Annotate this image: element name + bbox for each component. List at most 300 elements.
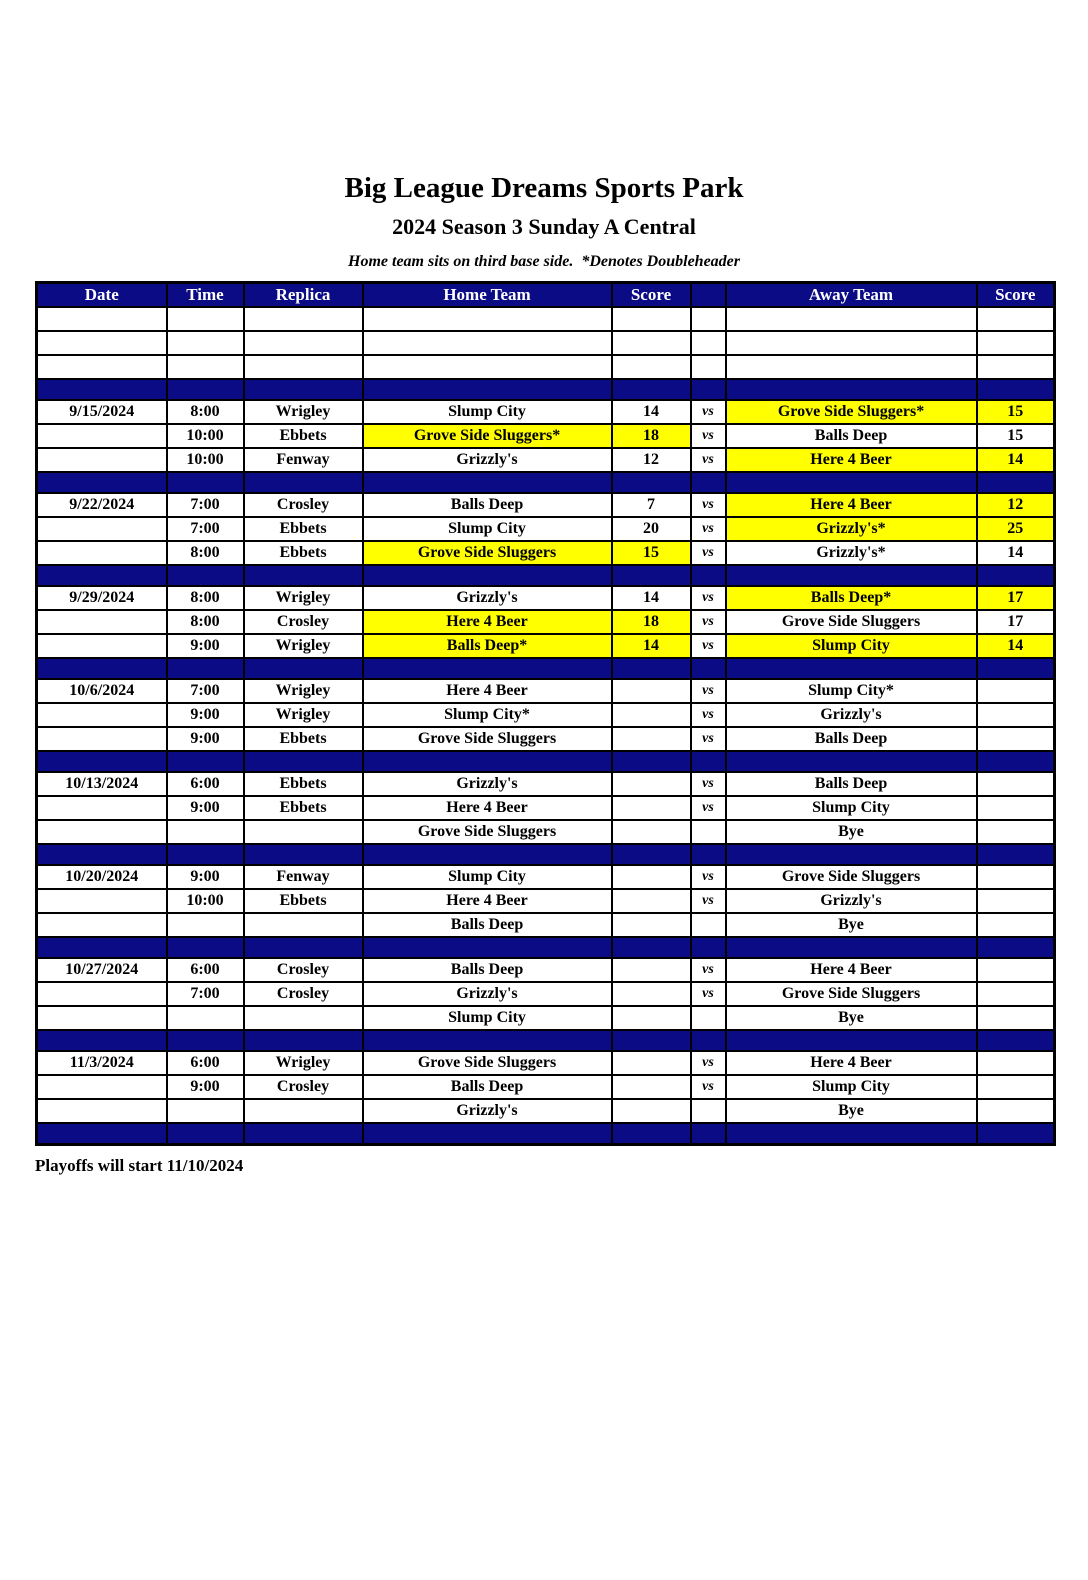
away-score-cell: [977, 1099, 1055, 1123]
replica-cell: Wrigley: [244, 400, 363, 424]
away-score-cell: [977, 703, 1055, 727]
separator-cell: [167, 565, 244, 586]
separator-cell: [726, 1030, 977, 1051]
game-row: [37, 400, 1055, 424]
away-score-cell: [977, 889, 1055, 913]
away-score-cell: [977, 679, 1055, 703]
empty-cell: [726, 331, 977, 355]
date-cell: 9/22/2024: [37, 493, 167, 517]
schedule-body: [37, 307, 1055, 1145]
time-cell: [167, 913, 244, 937]
separator-cell: [363, 472, 612, 493]
home-team-cell: Grove Side Sluggers: [363, 727, 612, 751]
away-team-cell: Slump City: [726, 634, 977, 658]
separator-cell: [167, 844, 244, 865]
empty-cell: [726, 355, 977, 379]
schedule-note: Home team sits on third base side. *Denotes Doubleheader: [348, 252, 740, 270]
home-team-cell: Grove Side Sluggers: [363, 541, 612, 565]
away-team-cell: Balls Deep: [726, 772, 977, 796]
vs-cell: [691, 820, 726, 844]
home-team-cell: Grove Side Sluggers*: [363, 424, 612, 448]
replica-cell: Crosley: [244, 493, 363, 517]
vs-cell: vs: [691, 1051, 726, 1075]
time-cell: 7:00: [167, 517, 244, 541]
separator-cell: [612, 844, 691, 865]
schedule-table: [35, 281, 1056, 1146]
game-row: [37, 727, 1055, 751]
away-team-cell: Bye: [726, 913, 977, 937]
game-row: [37, 772, 1055, 796]
empty-cell: [363, 331, 612, 355]
separator-cell: [691, 472, 726, 493]
date-cell: [37, 796, 167, 820]
home-score-cell: 14: [612, 400, 691, 424]
empty-cell: [363, 355, 612, 379]
separator-row: [37, 1030, 1055, 1051]
separator-cell: [37, 937, 167, 958]
replica-cell: Crosley: [244, 982, 363, 1006]
separator-cell: [37, 379, 167, 400]
separator-cell: [363, 751, 612, 772]
date-cell: [37, 517, 167, 541]
away-team-cell: Balls Deep*: [726, 586, 977, 610]
empty-cell: [167, 355, 244, 379]
date-cell: [37, 889, 167, 913]
separator-cell: [691, 751, 726, 772]
home-team-cell: Here 4 Beer: [363, 679, 612, 703]
home-score-cell: 12: [612, 448, 691, 472]
away-score-cell: 14: [977, 448, 1055, 472]
separator-cell: [363, 565, 612, 586]
home-score-cell: [612, 703, 691, 727]
game-row: [37, 820, 1055, 844]
home-score-cell: [612, 1051, 691, 1075]
time-cell: 7:00: [167, 679, 244, 703]
vs-cell: vs: [691, 448, 726, 472]
vs-cell: vs: [691, 610, 726, 634]
col-date: Date: [37, 283, 167, 308]
separator-cell: [726, 937, 977, 958]
away-team-cell: Slump City: [726, 1075, 977, 1099]
away-score-cell: 15: [977, 400, 1055, 424]
separator-row: [37, 472, 1055, 493]
home-score-cell: [612, 982, 691, 1006]
date-cell: [37, 424, 167, 448]
empty-cell: [977, 307, 1055, 331]
separator-cell: [244, 379, 363, 400]
home-score-cell: 20: [612, 517, 691, 541]
time-cell: [167, 820, 244, 844]
separator-cell: [244, 1123, 363, 1145]
playoffs-footnote: Playoffs will start 11/10/2024: [35, 1156, 244, 1176]
replica-cell: Fenway: [244, 448, 363, 472]
away-score-cell: [977, 958, 1055, 982]
replica-cell: Wrigley: [244, 634, 363, 658]
vs-cell: vs: [691, 865, 726, 889]
replica-cell: Wrigley: [244, 1051, 363, 1075]
empty-cell: [37, 331, 167, 355]
empty-row: [37, 331, 1055, 355]
away-score-cell: 14: [977, 541, 1055, 565]
vs-cell: vs: [691, 517, 726, 541]
game-row: [37, 1051, 1055, 1075]
col-away-score: Score: [977, 283, 1055, 308]
separator-cell: [244, 844, 363, 865]
vs-cell: vs: [691, 586, 726, 610]
separator-cell: [612, 751, 691, 772]
replica-cell: Fenway: [244, 865, 363, 889]
home-team-cell: Balls Deep: [363, 913, 612, 937]
away-score-cell: [977, 865, 1055, 889]
home-team-cell: Balls Deep*: [363, 634, 612, 658]
vs-cell: vs: [691, 493, 726, 517]
separator-cell: [37, 565, 167, 586]
separator-cell: [37, 1030, 167, 1051]
empty-row: [37, 355, 1055, 379]
away-team-cell: Grizzly's: [726, 703, 977, 727]
game-row: [37, 1075, 1055, 1099]
date-cell: 10/13/2024: [37, 772, 167, 796]
vs-cell: vs: [691, 634, 726, 658]
home-score-cell: [612, 865, 691, 889]
date-cell: 11/3/2024: [37, 1051, 167, 1075]
time-cell: [167, 1006, 244, 1030]
separator-cell: [37, 844, 167, 865]
replica-cell: Crosley: [244, 958, 363, 982]
separator-cell: [167, 751, 244, 772]
game-row: [37, 424, 1055, 448]
separator-row: [37, 1123, 1055, 1145]
separator-cell: [977, 1123, 1055, 1145]
col-vs: [691, 283, 726, 308]
empty-cell: [37, 355, 167, 379]
game-row: [37, 796, 1055, 820]
home-score-cell: [612, 889, 691, 913]
separator-cell: [244, 1030, 363, 1051]
home-score-cell: [612, 679, 691, 703]
separator-cell: [977, 751, 1055, 772]
separator-cell: [363, 1123, 612, 1145]
header-row: [37, 283, 1055, 308]
away-team-cell: Grizzly's*: [726, 541, 977, 565]
time-cell: 7:00: [167, 982, 244, 1006]
separator-cell: [363, 1030, 612, 1051]
separator-cell: [167, 937, 244, 958]
separator-cell: [691, 1030, 726, 1051]
separator-cell: [167, 1030, 244, 1051]
empty-cell: [691, 307, 726, 331]
away-score-cell: 14: [977, 634, 1055, 658]
date-cell: [37, 610, 167, 634]
away-score-cell: [977, 982, 1055, 1006]
separator-row: [37, 379, 1055, 400]
empty-cell: [977, 331, 1055, 355]
separator-cell: [691, 565, 726, 586]
vs-cell: vs: [691, 796, 726, 820]
away-score-cell: 17: [977, 586, 1055, 610]
page-title: Big League Dreams Sports Park: [344, 172, 744, 204]
away-score-cell: [977, 796, 1055, 820]
separator-cell: [37, 751, 167, 772]
home-score-cell: [612, 772, 691, 796]
replica-cell: Crosley: [244, 1075, 363, 1099]
empty-cell: [37, 307, 167, 331]
replica-cell: Wrigley: [244, 679, 363, 703]
separator-cell: [244, 565, 363, 586]
time-cell: 10:00: [167, 424, 244, 448]
vs-cell: vs: [691, 679, 726, 703]
away-score-cell: 12: [977, 493, 1055, 517]
separator-cell: [37, 658, 167, 679]
vs-cell: vs: [691, 982, 726, 1006]
separator-cell: [977, 565, 1055, 586]
separator-cell: [726, 658, 977, 679]
game-row: [37, 1099, 1055, 1123]
home-team-cell: Slump City: [363, 517, 612, 541]
home-team-cell: Slump City: [363, 1006, 612, 1030]
away-team-cell: Here 4 Beer: [726, 958, 977, 982]
vs-cell: vs: [691, 703, 726, 727]
time-cell: 8:00: [167, 610, 244, 634]
home-team-cell: Slump City*: [363, 703, 612, 727]
empty-cell: [363, 307, 612, 331]
separator-cell: [691, 844, 726, 865]
date-cell: [37, 1075, 167, 1099]
away-team-cell: Here 4 Beer: [726, 1051, 977, 1075]
time-cell: 9:00: [167, 865, 244, 889]
separator-cell: [691, 937, 726, 958]
home-team-cell: Slump City: [363, 400, 612, 424]
time-cell: 10:00: [167, 889, 244, 913]
date-cell: [37, 448, 167, 472]
time-cell: [167, 1099, 244, 1123]
home-score-cell: [612, 820, 691, 844]
away-team-cell: Balls Deep: [726, 727, 977, 751]
replica-cell: Ebbets: [244, 889, 363, 913]
separator-cell: [363, 844, 612, 865]
away-score-cell: [977, 913, 1055, 937]
replica-cell: Ebbets: [244, 772, 363, 796]
away-team-cell: Balls Deep: [726, 424, 977, 448]
date-cell: 9/15/2024: [37, 400, 167, 424]
away-team-cell: Slump City*: [726, 679, 977, 703]
home-score-cell: 14: [612, 586, 691, 610]
date-cell: [37, 982, 167, 1006]
game-row: [37, 448, 1055, 472]
time-cell: 8:00: [167, 586, 244, 610]
date-cell: 10/27/2024: [37, 958, 167, 982]
game-row: [37, 517, 1055, 541]
home-score-cell: [612, 1006, 691, 1030]
vs-cell: vs: [691, 400, 726, 424]
separator-cell: [691, 658, 726, 679]
separator-cell: [977, 937, 1055, 958]
separator-row: [37, 565, 1055, 586]
date-cell: [37, 703, 167, 727]
replica-cell: Ebbets: [244, 541, 363, 565]
vs-cell: vs: [691, 1075, 726, 1099]
home-team-cell: Grizzly's: [363, 448, 612, 472]
vs-cell: vs: [691, 424, 726, 448]
date-cell: [37, 1006, 167, 1030]
separator-cell: [244, 751, 363, 772]
separator-cell: [167, 379, 244, 400]
time-cell: 6:00: [167, 958, 244, 982]
time-cell: 8:00: [167, 400, 244, 424]
separator-cell: [612, 565, 691, 586]
separator-cell: [977, 1030, 1055, 1051]
time-cell: 9:00: [167, 703, 244, 727]
game-row: [37, 1006, 1055, 1030]
home-score-cell: [612, 1099, 691, 1123]
separator-cell: [167, 1123, 244, 1145]
time-cell: 8:00: [167, 541, 244, 565]
date-cell: 10/6/2024: [37, 679, 167, 703]
vs-cell: vs: [691, 958, 726, 982]
game-row: [37, 982, 1055, 1006]
separator-cell: [363, 658, 612, 679]
away-team-cell: Grove Side Sluggers: [726, 865, 977, 889]
time-cell: 6:00: [167, 1051, 244, 1075]
home-score-cell: 18: [612, 610, 691, 634]
home-score-cell: [612, 958, 691, 982]
col-home-team: Home Team: [363, 283, 612, 308]
game-row: [37, 610, 1055, 634]
date-cell: [37, 820, 167, 844]
separator-cell: [244, 937, 363, 958]
home-score-cell: [612, 796, 691, 820]
separator-cell: [977, 472, 1055, 493]
home-team-cell: Here 4 Beer: [363, 889, 612, 913]
separator-cell: [612, 658, 691, 679]
replica-cell: [244, 820, 363, 844]
home-team-cell: Grove Side Sluggers: [363, 1051, 612, 1075]
separator-cell: [244, 472, 363, 493]
away-team-cell: Grove Side Sluggers: [726, 610, 977, 634]
away-score-cell: [977, 1075, 1055, 1099]
game-row: [37, 865, 1055, 889]
separator-cell: [612, 1030, 691, 1051]
away-score-cell: [977, 727, 1055, 751]
away-team-cell: Grove Side Sluggers*: [726, 400, 977, 424]
replica-cell: [244, 1006, 363, 1030]
away-team-cell: Grove Side Sluggers: [726, 982, 977, 1006]
replica-cell: [244, 1099, 363, 1123]
away-score-cell: 25: [977, 517, 1055, 541]
game-row: [37, 913, 1055, 937]
date-cell: [37, 634, 167, 658]
away-team-cell: Bye: [726, 820, 977, 844]
time-cell: 9:00: [167, 727, 244, 751]
home-score-cell: [612, 1075, 691, 1099]
home-score-cell: 15: [612, 541, 691, 565]
replica-cell: Ebbets: [244, 517, 363, 541]
separator-cell: [363, 379, 612, 400]
replica-cell: Wrigley: [244, 586, 363, 610]
separator-cell: [977, 844, 1055, 865]
separator-cell: [612, 937, 691, 958]
home-score-cell: [612, 727, 691, 751]
empty-cell: [691, 355, 726, 379]
game-row: [37, 634, 1055, 658]
away-team-cell: Bye: [726, 1099, 977, 1123]
away-team-cell: Bye: [726, 1006, 977, 1030]
separator-cell: [691, 1123, 726, 1145]
home-team-cell: Here 4 Beer: [363, 796, 612, 820]
home-team-cell: Grizzly's: [363, 772, 612, 796]
home-team-cell: Grizzly's: [363, 982, 612, 1006]
home-team-cell: Balls Deep: [363, 493, 612, 517]
replica-cell: Crosley: [244, 610, 363, 634]
home-team-cell: Slump City: [363, 865, 612, 889]
away-team-cell: Here 4 Beer: [726, 448, 977, 472]
vs-cell: [691, 1099, 726, 1123]
vs-cell: [691, 913, 726, 937]
separator-cell: [37, 1123, 167, 1145]
away-score-cell: [977, 772, 1055, 796]
home-score-cell: 18: [612, 424, 691, 448]
empty-row: [37, 307, 1055, 331]
game-row: [37, 889, 1055, 913]
vs-cell: vs: [691, 541, 726, 565]
separator-cell: [977, 379, 1055, 400]
date-cell: 10/20/2024: [37, 865, 167, 889]
away-score-cell: 15: [977, 424, 1055, 448]
away-score-cell: [977, 820, 1055, 844]
separator-cell: [612, 379, 691, 400]
time-cell: 9:00: [167, 1075, 244, 1099]
vs-cell: vs: [691, 727, 726, 751]
game-row: [37, 493, 1055, 517]
empty-cell: [244, 307, 363, 331]
empty-cell: [726, 307, 977, 331]
vs-cell: vs: [691, 889, 726, 913]
time-cell: 9:00: [167, 634, 244, 658]
away-team-cell: Grizzly's*: [726, 517, 977, 541]
separator-cell: [726, 565, 977, 586]
time-cell: 6:00: [167, 772, 244, 796]
home-score-cell: 7: [612, 493, 691, 517]
replica-cell: [244, 913, 363, 937]
date-cell: [37, 1099, 167, 1123]
away-score-cell: [977, 1006, 1055, 1030]
col-away-team: Away Team: [726, 283, 977, 308]
col-replica: Replica: [244, 283, 363, 308]
game-row: [37, 679, 1055, 703]
empty-cell: [167, 331, 244, 355]
home-team-cell: Grizzly's: [363, 586, 612, 610]
game-row: [37, 703, 1055, 727]
game-row: [37, 958, 1055, 982]
time-cell: 9:00: [167, 796, 244, 820]
separator-cell: [167, 472, 244, 493]
home-team-cell: Balls Deep: [363, 958, 612, 982]
separator-cell: [612, 1123, 691, 1145]
separator-cell: [726, 472, 977, 493]
vs-cell: [691, 1006, 726, 1030]
game-row: [37, 541, 1055, 565]
separator-cell: [167, 658, 244, 679]
away-score-cell: 17: [977, 610, 1055, 634]
date-cell: [37, 727, 167, 751]
empty-cell: [612, 331, 691, 355]
away-team-cell: Here 4 Beer: [726, 493, 977, 517]
time-cell: 7:00: [167, 493, 244, 517]
time-cell: 10:00: [167, 448, 244, 472]
page-subtitle: 2024 Season 3 Sunday A Central: [392, 214, 696, 240]
separator-row: [37, 751, 1055, 772]
home-score-cell: [612, 913, 691, 937]
